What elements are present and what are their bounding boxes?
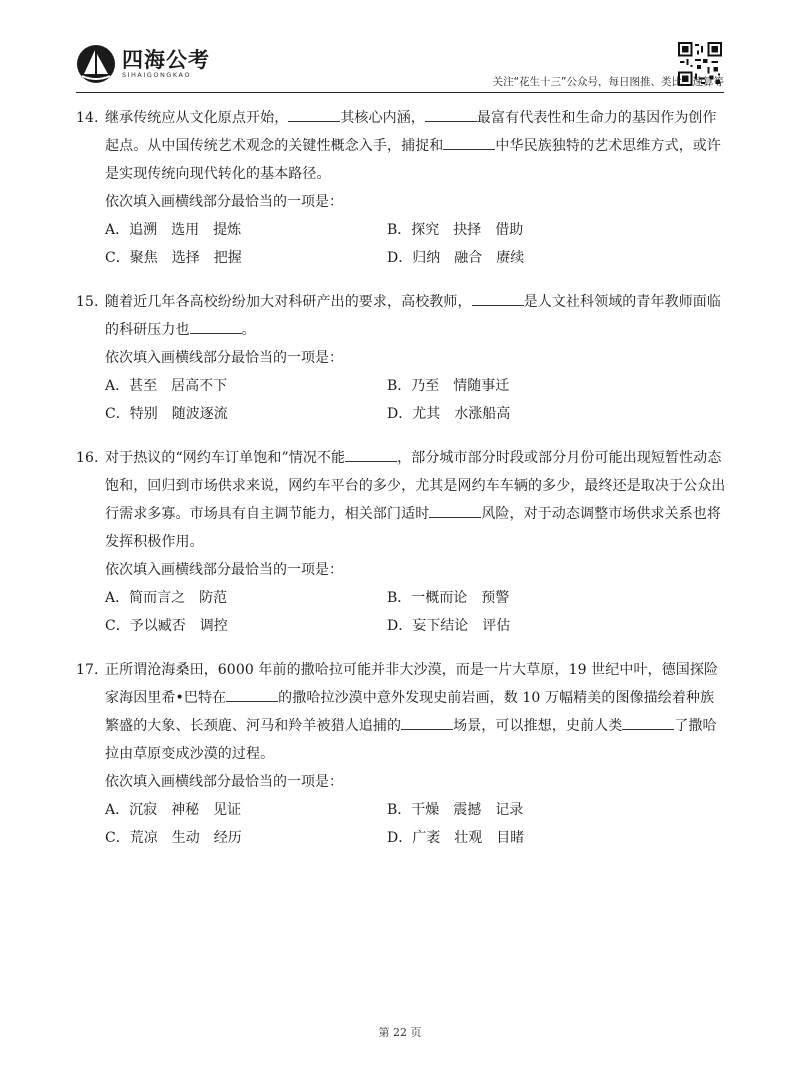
question-number: 16.: [76, 450, 99, 466]
stem-text: 中华民族独特的艺术思维方式，或许是实现传统向现代转化的基本路径。: [105, 138, 722, 182]
fill-blank: [472, 291, 524, 306]
question-14: [76, 104, 726, 272]
page-header: [0, 0, 800, 96]
fill-blank: [345, 447, 397, 462]
option-d: D．妄下结论 评估: [387, 618, 511, 634]
option-a: A．沉寂 神秘 见证: [105, 802, 242, 818]
option-c: C．聚焦 选择 把握: [105, 250, 242, 266]
question-stem: [76, 288, 726, 344]
stem-text: 其核心内涵，: [340, 110, 425, 126]
brand-logo: [76, 44, 210, 84]
question-stem: [76, 444, 726, 556]
question-stem: [76, 656, 726, 768]
option-b: B．一概而论 预警: [387, 590, 510, 606]
question-prompt: 依次填入画横线部分最恰当的一项是：: [105, 194, 343, 210]
page-number: 第 22 页: [378, 1026, 422, 1039]
stem-text: 继承传统应从文化原点开始，: [105, 110, 289, 126]
question-number: 17.: [76, 662, 99, 678]
header-slogan: 关注“花生十三”公众号，每日图推、类比、速算等: [492, 76, 724, 88]
option-list: [76, 584, 726, 640]
fill-blank: [429, 503, 481, 518]
stem-text: 了撒哈拉由草原变成沙漠的过程。: [105, 718, 717, 762]
stem-text: 的撒哈拉沙漠中意外发现史前岩画，数 10 万幅精美的图像描绘着种族繁盛的大象、长颈鹿、河马和羚羊被猎人追捕的: [105, 690, 715, 734]
option-d: D．归纳 融合 赓续: [387, 250, 525, 266]
fill-blank: [190, 319, 242, 334]
option-c: C．特别 随波逐流: [105, 406, 228, 422]
question-list: [76, 104, 726, 868]
fill-blank: [622, 715, 674, 730]
option-b: B．探究 抉择 借助: [387, 222, 524, 238]
fill-blank: [425, 107, 477, 122]
option-list: [76, 216, 726, 272]
option-c: C．予以臧否 调控: [105, 618, 228, 634]
option-d: D．广袤 壮观 目睹: [387, 830, 525, 846]
option-b: B．乃至 情随事迁: [387, 378, 510, 394]
stem-text: 最富有代表性和生命力的基因作为创作起点。从中国传统艺术观念的关键性概念入手，捕捉和: [105, 110, 717, 154]
question-15: [76, 288, 726, 428]
option-a: A．甚至 居高不下: [105, 378, 228, 394]
header-divider: [76, 92, 724, 93]
stem-text: 随着近几年各高校纷纷加大对科研产出的要求，高校教师，: [105, 294, 472, 310]
stem-text: 场景，可以推想，史前人类: [453, 718, 623, 734]
question-prompt: 依次填入画横线部分最恰当的一项是：: [105, 350, 343, 366]
question-16: [76, 444, 726, 640]
option-c: C．荒凉 生动 经历: [105, 830, 242, 846]
question-prompt: 依次填入画横线部分最恰当的一项是：: [105, 562, 343, 578]
stem-text: 对于热议的“网约车订单饱和”情况不能: [105, 450, 346, 466]
option-list: [76, 796, 726, 852]
sailboat-logo-icon: [76, 44, 116, 84]
fill-blank: [288, 107, 340, 122]
option-b: B．干燥 震撼 记录: [387, 802, 524, 818]
stem-text: 是人文社科领域的青年教师面临的科研压力也: [105, 294, 722, 338]
stem-text: 。: [241, 322, 256, 338]
question-number: 15.: [76, 294, 99, 310]
question-prompt: 依次填入画横线部分最恰当的一项是：: [105, 774, 343, 790]
brand-subtitle: SIHAIGONGKAO: [122, 70, 191, 79]
brand-title: 四海公考: [122, 47, 210, 72]
stem-text: 正所谓沧海桑田，6000 年前的撒哈拉可能并非大沙漠，而是一片大草原，19 世纪中叶，德国探险家海因里希•巴特在: [105, 662, 719, 706]
stem-text: 风险，对于动态调整市场供求关系也将发挥积极作用。: [105, 506, 722, 550]
option-d: D．尤其 水涨船高: [387, 406, 511, 422]
fill-blank: [226, 687, 278, 702]
stem-text: ，部分城市部分时段或部分月份可能出现短暂性动态饱和，回归到市场供求来说，网约车平台的多少，尤其是网约车车辆的多少，最终还是取决于公众出行需求多寡。市场具有自主调节能力，相关部门适时: [105, 450, 726, 522]
question-number: 14.: [76, 110, 99, 126]
question-17: [76, 656, 726, 852]
question-stem: [76, 104, 726, 188]
option-a: A．追溯 选用 提炼: [105, 222, 242, 238]
option-list: [76, 372, 726, 428]
fill-blank: [401, 715, 453, 730]
option-a: A．简而言之 防范: [105, 590, 228, 606]
fill-blank: [443, 135, 495, 150]
